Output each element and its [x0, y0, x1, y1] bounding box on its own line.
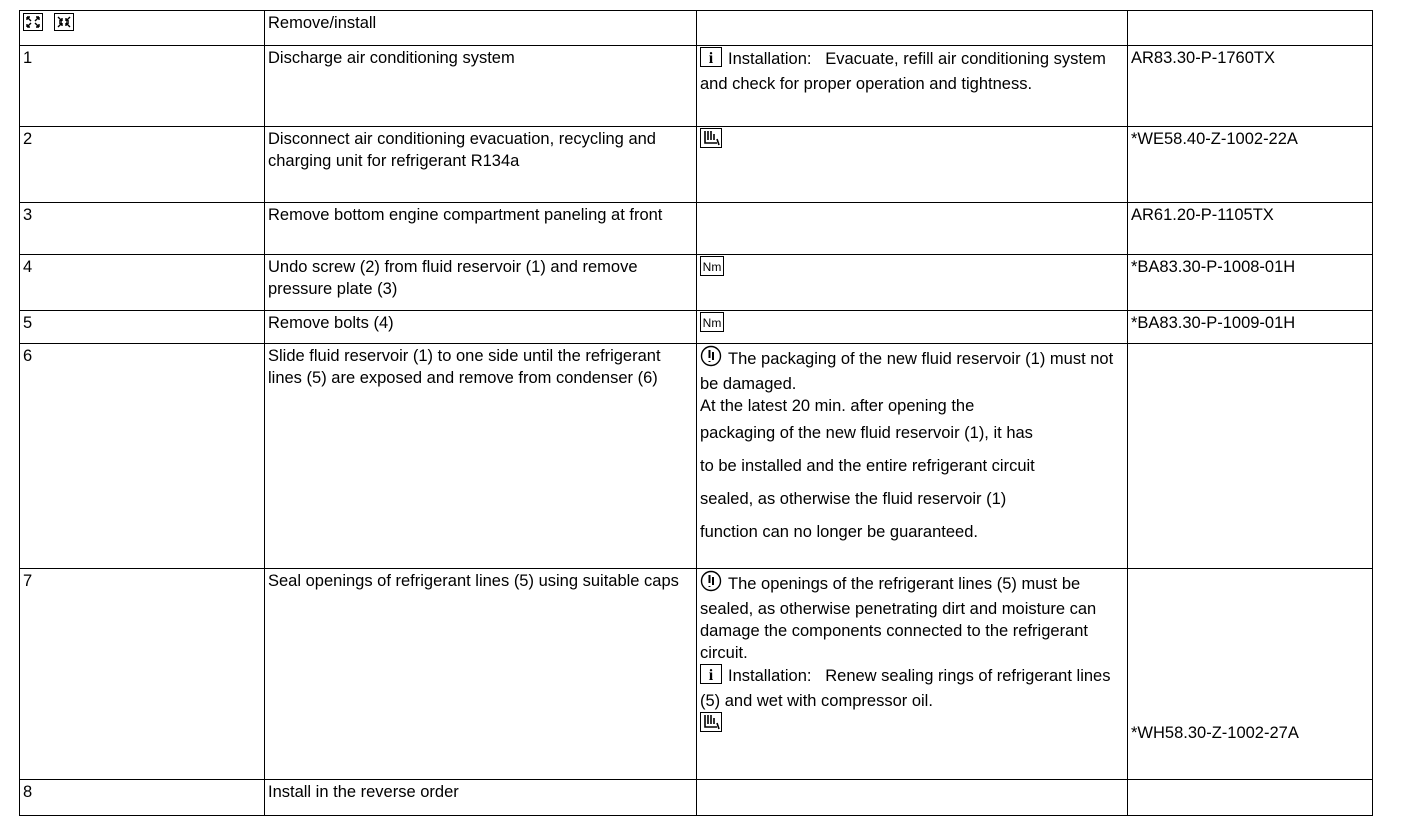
step-number: 1: [20, 46, 265, 127]
table-row: [20, 255, 1373, 311]
svg-text:i: i: [708, 667, 714, 684]
special-tool-icon: [700, 712, 722, 738]
table-row: [20, 46, 1373, 127]
table-row: [20, 203, 1373, 255]
table-row: [20, 127, 1373, 203]
table-row: [20, 780, 1373, 816]
warning-detail-line: to be installed and the entire refrigerant circuit: [700, 457, 1035, 475]
step-notes: [697, 569, 1128, 780]
torque-icon: [700, 256, 724, 282]
step-action: Remove bottom engine compartment paneling at front: [265, 203, 697, 255]
table-row: [20, 344, 1373, 569]
step-action: Slide fluid reservoir (1) to one side until the refrigerant lines (5) are exposed and remove from condenser (6): [265, 344, 697, 569]
step-reference[interactable]: *WE58.40-Z-1002-22A: [1128, 127, 1373, 203]
step-number: 7: [20, 569, 265, 780]
caution-icon: [700, 345, 722, 373]
info-icon: [700, 47, 722, 73]
step-reference[interactable]: AR83.30-P-1760TX: [1128, 46, 1373, 127]
header-icons-cell: [20, 11, 265, 46]
step-action: Disconnect air conditioning evacuation, recycling and charging unit for refrigerant R134a: [265, 127, 697, 203]
warning-detail-line: sealed, as otherwise the fluid reservoir (1): [700, 490, 1007, 508]
step-reference[interactable]: *BA83.30-P-1009-01H: [1128, 311, 1373, 344]
installation-label: Installation:: [728, 50, 812, 68]
caution-icon: [700, 570, 722, 598]
step-reference: [1128, 569, 1373, 780]
warning-detail-line: At the latest 20 min. after opening the: [700, 397, 975, 415]
step-reference[interactable]: AR61.20-P-1105TX: [1128, 203, 1373, 255]
header-title: Remove/install: [265, 11, 697, 46]
step-action: Undo screw (2) from fluid reservoir (1) and remove pressure plate (3): [265, 255, 697, 311]
step-reference[interactable]: *BA83.30-P-1008-01H: [1128, 255, 1373, 311]
table-row: [20, 311, 1373, 344]
warning-detail-line: function can no longer be guaranteed.: [700, 523, 978, 541]
info-icon: [700, 664, 722, 690]
step-notes: [697, 344, 1128, 569]
special-tool-icon: [700, 128, 722, 154]
step-notes: [697, 127, 1128, 203]
step-number: 4: [20, 255, 265, 311]
step-action: Discharge air conditioning system: [265, 46, 697, 127]
procedure-table: [19, 10, 1373, 816]
step-reference: [1128, 344, 1373, 569]
svg-text:Nm: Nm: [702, 260, 722, 274]
step-number: 3: [20, 203, 265, 255]
step-number: 5: [20, 311, 265, 344]
warning-detail-line: packaging of the new fluid reservoir (1), it has: [700, 424, 1033, 442]
warning-text: The openings of the refrigerant lines (5) must be sealed, as otherwise penetrating dirt and moisture can damage the components connected to the refrigerant circuit.: [700, 575, 1097, 662]
torque-icon: [700, 312, 724, 338]
step-action: Seal openings of refrigerant lines (5) using suitable caps: [265, 569, 697, 780]
step-reference-link[interactable]: *WH58.30-Z-1002-27A: [1131, 724, 1299, 742]
step-number: 6: [20, 344, 265, 569]
step-notes: [697, 255, 1128, 311]
step-notes: [697, 46, 1128, 127]
step-action: Install in the reverse order: [265, 780, 697, 816]
table-header-row: [20, 11, 1373, 46]
step-number: 8: [20, 780, 265, 816]
step-number: 2: [20, 127, 265, 203]
warning-text: The packaging of the new fluid reservoir (1) must not be damaged.: [700, 350, 1114, 393]
step-reference: [1128, 780, 1373, 816]
installation-note: Evacuate, refill air conditioning system and check for proper operation and tightness.: [700, 50, 1106, 93]
expand-icon[interactable]: [23, 13, 43, 37]
svg-text:i: i: [708, 50, 714, 67]
svg-text:Nm: Nm: [702, 316, 722, 330]
table-row: [20, 569, 1373, 780]
collapse-icon[interactable]: [54, 13, 74, 37]
step-action: Remove bolts (4): [265, 311, 697, 344]
installation-label: Installation:: [728, 667, 812, 685]
installation-note: Renew sealing rings of refrigerant lines (5) and wet with compressor oil.: [700, 667, 1111, 710]
step-notes: [697, 311, 1128, 344]
